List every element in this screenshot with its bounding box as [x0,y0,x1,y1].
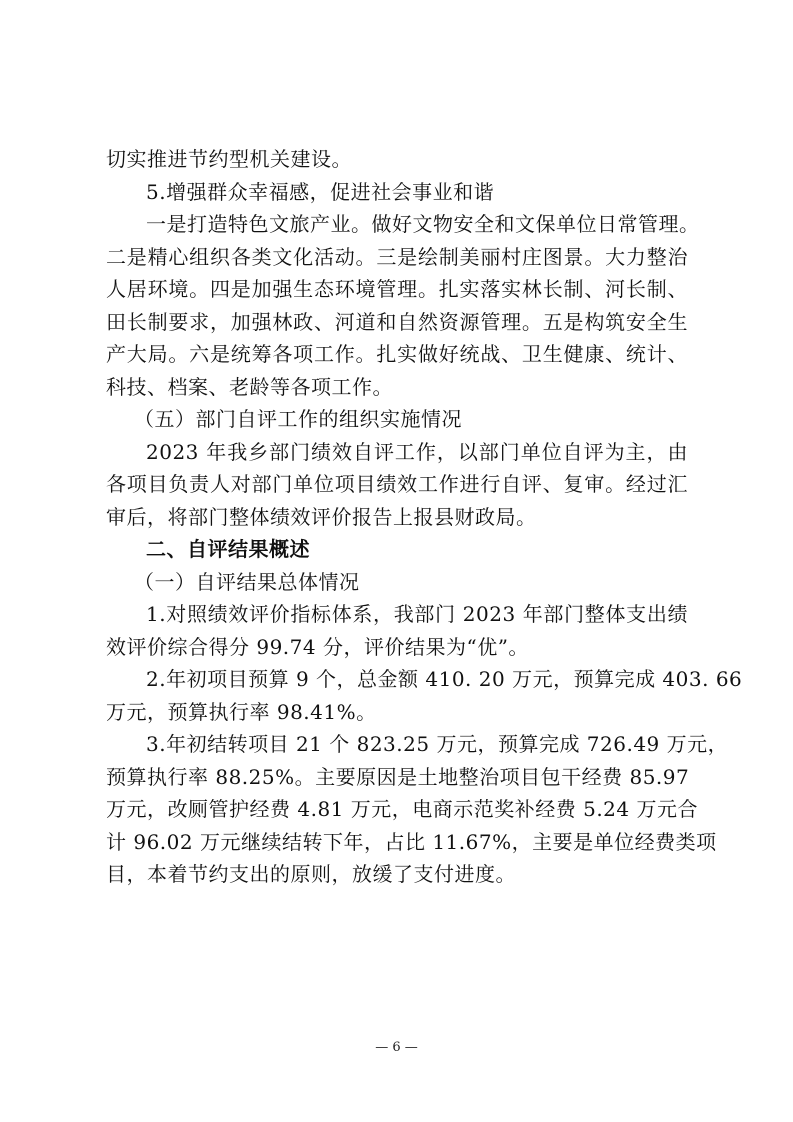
text-line: 人居环境。四是加强生态环境管理。扎实落实林长制、河长制、 [106,277,688,301]
text-lines [106,143,743,891]
text-line: 2023 年我乡部门绩效自评工作，以部门单位自评为主，由 [146,439,688,464]
text-line: 万元，预算执行率 98.41%。 [106,699,377,724]
text-line: （五）部门自评工作的组织实施情况 [134,407,462,431]
text-line: 切实推进节约型机关建设。 [106,147,352,171]
text-line: 预算执行率 88.25%。主要原因是土地整治项目包干经费 85.97 [106,764,690,789]
text-line: 1.对照绩效评价指标体系，我部门 2023 年部门整体支出绩 [146,602,688,626]
text-line: 计 96.02 万元继续结转下年，占比 11.67%，主要是单位经费类项 [106,829,717,854]
text-line: 一是打造特色文旅产业。做好文物安全和文保单位日常管理。 [146,212,700,236]
text-line: 5.增强群众幸福感，促进社会事业和谐 [146,179,495,204]
text-line: 各项目负责人对部门单位项目绩效工作进行自评、复审。经过汇 [106,472,688,496]
text-line: 审后，将部门整体绩效评价报告上报县财政局。 [106,504,537,529]
text-line: 万元，改厕管护经费 4.81 万元，电商示范奖补经费 5.24 万元合 [106,797,698,821]
page-number: — 6 — [375,1040,418,1055]
text-line: 2.年初项目预算 9 个，总金额 410. 20 万元，预算完成 403. 66 [146,667,743,691]
text-line: 田长制要求，加强林政、河道和自然资源管理。五是构筑安全生 [106,309,688,334]
text-line: 效评价综合得分 99.74 分，评价结果为“优”。 [106,634,529,659]
text-line: 产大局。六是统筹各项工作。扎实做好统战、卫生健康、统计、 [106,342,688,366]
text-line: 科技、档案、老龄等各项工作。 [106,374,393,399]
document-body [106,143,743,891]
text-line: 二是精心组织各类文化活动。三是绘制美丽村庄图景。大力整治 [106,244,688,269]
text-line: 二、自评结果概述 [146,537,310,561]
text-line: 目，本着节约支出的原则，放缓了支付进度。 [106,862,516,886]
text-line: （一）自评结果总体情况 [134,569,360,594]
text-line: 3.年初结转项目 21 个 823.25 万元，预算完成 726.49 万元， [146,732,729,756]
